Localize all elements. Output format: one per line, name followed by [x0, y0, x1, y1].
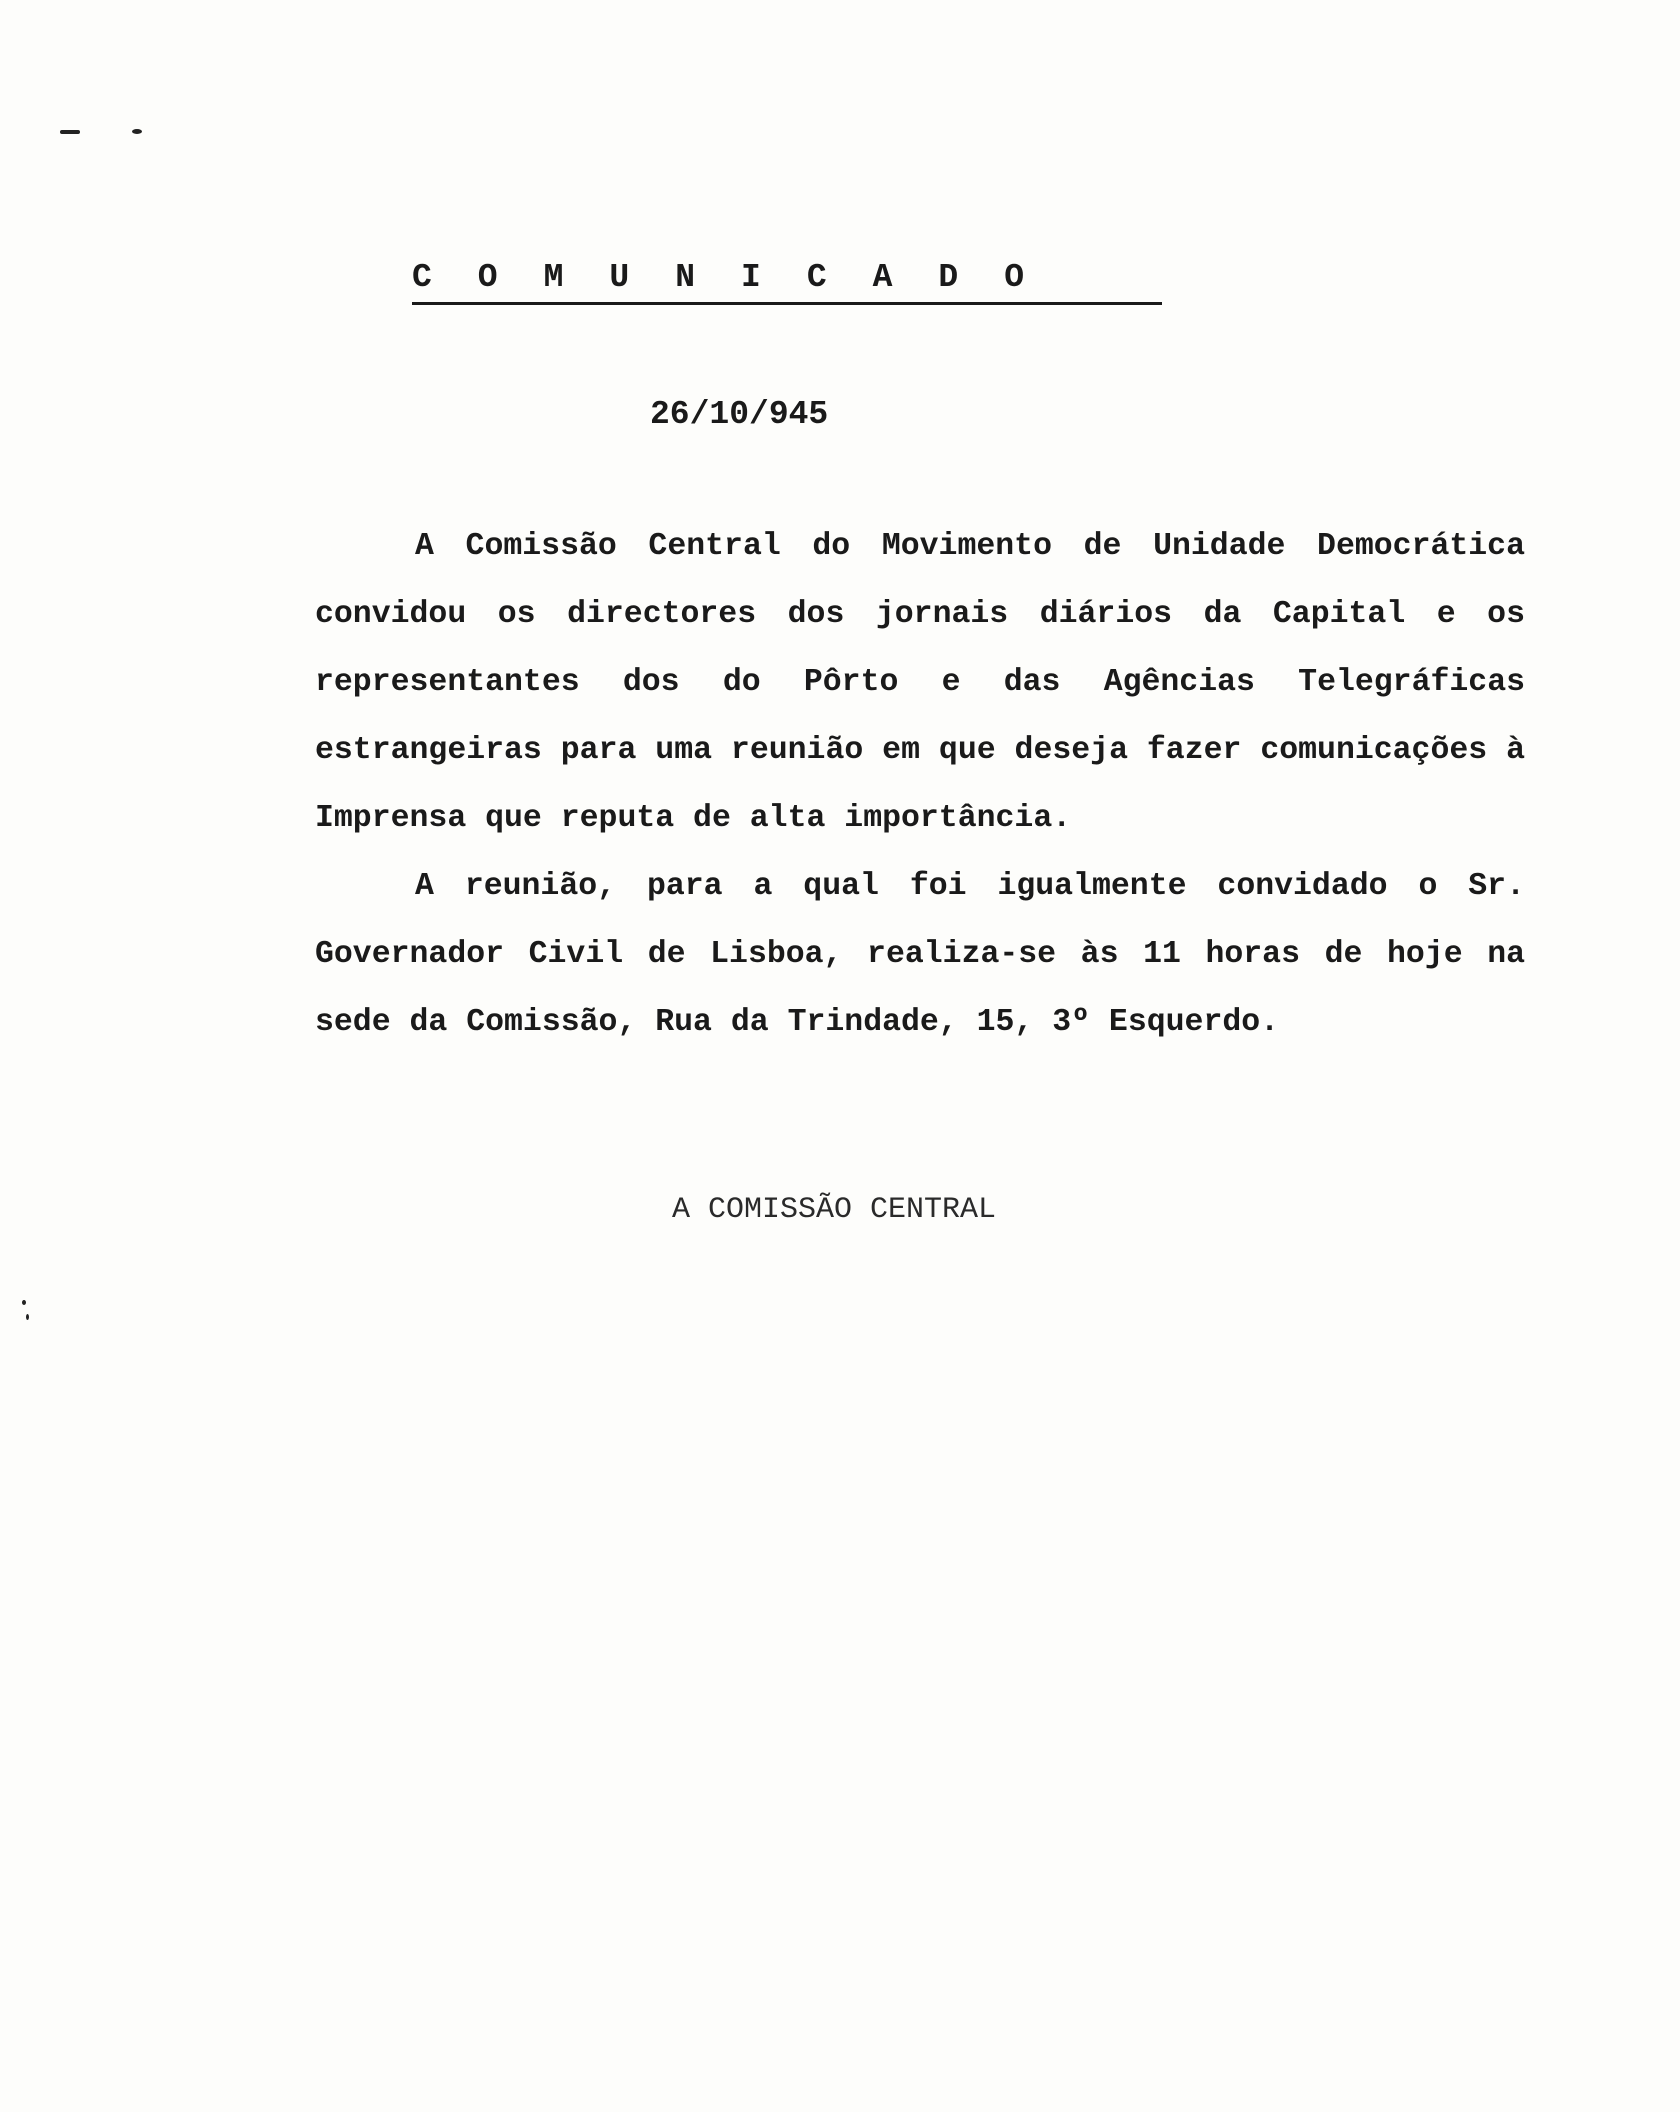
ink-speck [132, 129, 142, 134]
ink-speck [26, 1314, 29, 1320]
document-signature: A COMISSÃO CENTRAL [672, 1193, 997, 1227]
paragraph-invitation: A Comissão Central do Movimento de Unidade Democrática convidou os directores dos jornais diários da Capital e os representantes dos do Pôrto e das Agências Telegráficas estrangeiras para uma reunião em que deseja fazer comunicações à Imprensa que reputa de alta importância. [315, 529, 1525, 836]
document-date: 26/10/945 [650, 396, 829, 433]
document-heading: COMUNICADO [412, 258, 1162, 305]
ink-speck [60, 130, 80, 134]
document-body [315, 513, 1525, 1057]
paragraph-meeting-details: A reunião, para a qual foi igualmente convidado o Sr. Governador Civil de Lisboa, realiza-se às 11 horas de hoje na sede da Comissão, Rua da Trindade, 15, 3º Esquerdo. [315, 869, 1525, 1040]
ink-speck [22, 1300, 26, 1305]
